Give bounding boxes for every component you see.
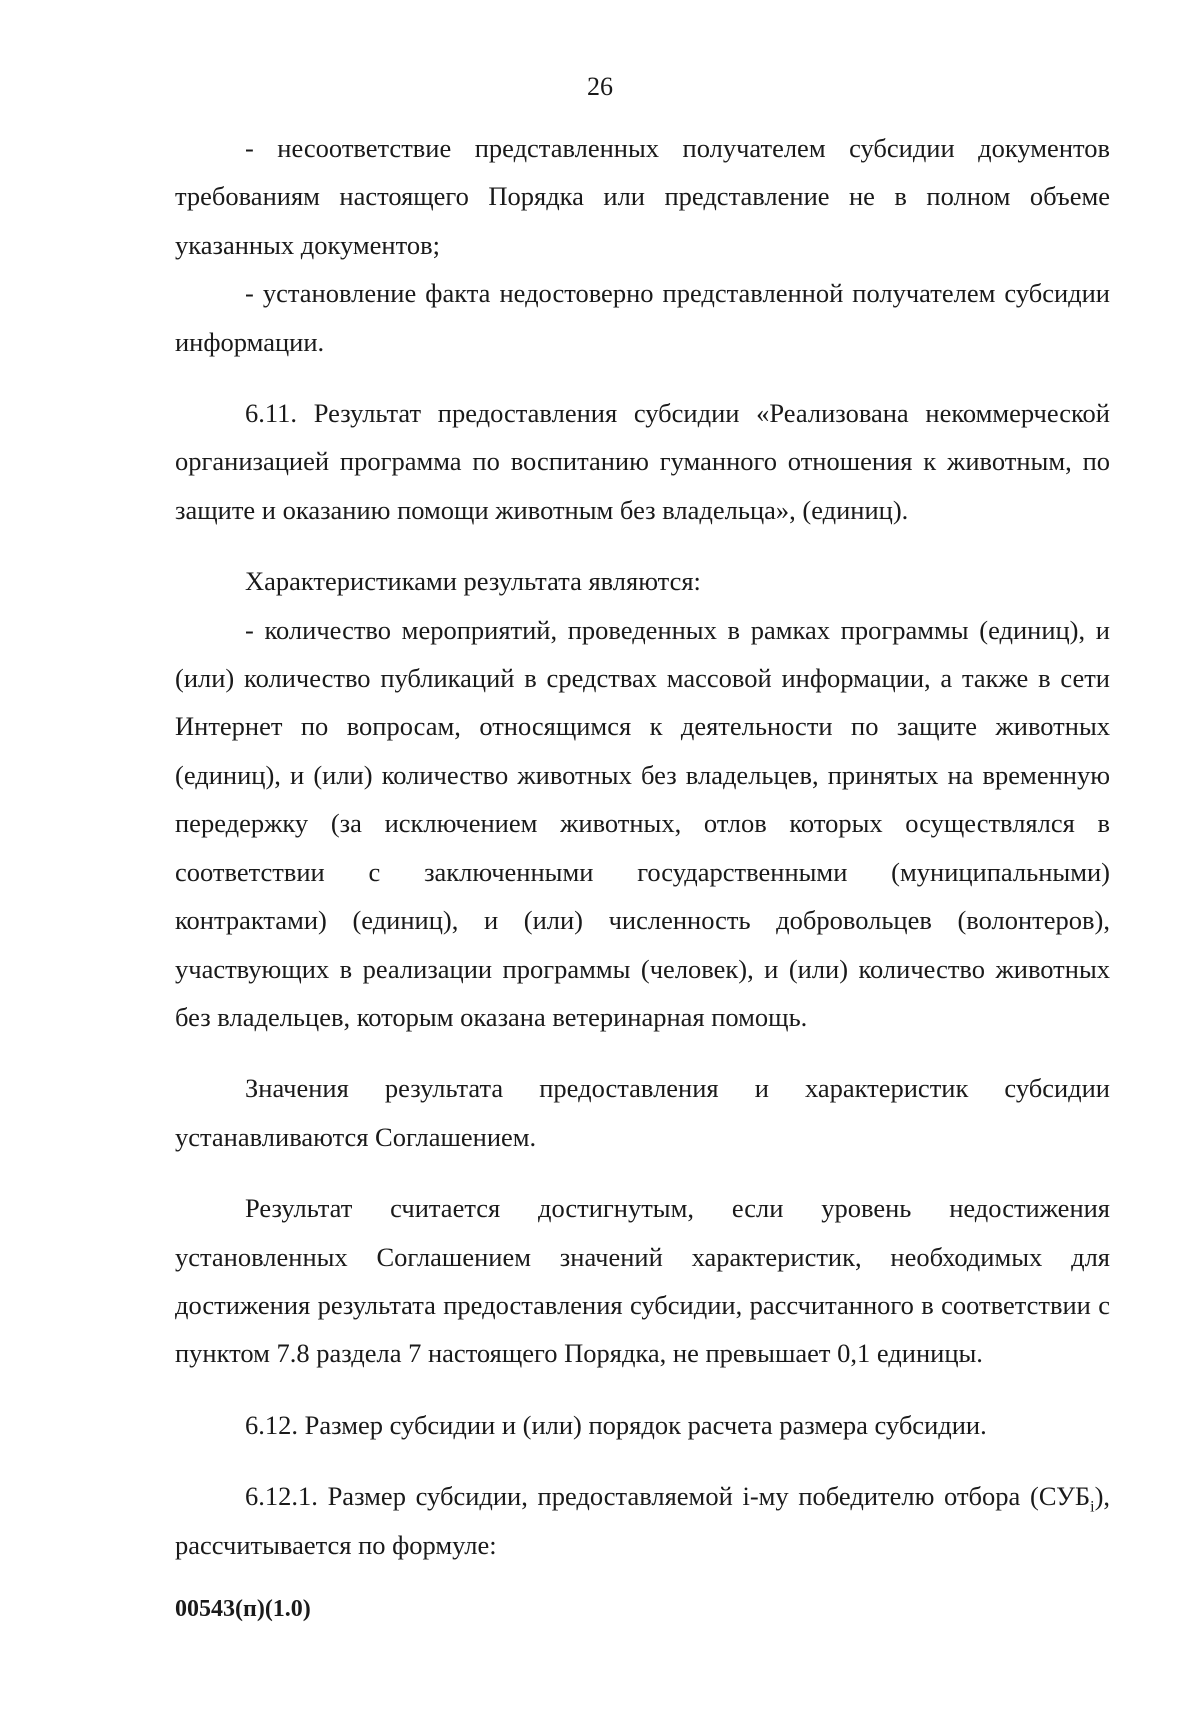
document-body: [175, 124, 1110, 1569]
page-number: 26: [587, 72, 613, 101]
paragraph-characteristics-list: - количество мероприятий, проведенных в рамках программы (единиц), и (или) количество публикаций в средствах массовой информации, а также в сети Интернет по вопросам, относящимся к деятельности по защите животных (единиц), и (или) количество животных без владельцев, принятых на временную передержку (за исключением животных, отлов которых осуществлялся в соответствии с заключенными государственными (муниципальными) контрактами) (единиц), и (или) численность добровольцев (волонтеров), участвующих в реализации программы (человек), и (или) количество животных без владельцев, которым оказана ветеринарная помощь.: [175, 614, 1110, 1032]
paragraph-6-11: 6.11. Результат предоставления субсидии «Реализована некоммерческой организацией программа по воспитанию гуманного отношения к животным, по защите и оказанию помощи животным без владельца», (единиц).: [175, 398, 1110, 525]
paragraph-noncompliance: - несоответствие представленных получателем субсидии документов требованиям настоящего Порядка или представление не в полном объеме указанных документов;: [175, 133, 1110, 260]
paragraph-6-12-1-text: 6.12.1. Размер субсидии, предоставляемой i-му победителю отбора: [245, 1481, 1021, 1512]
paragraph-6-12: 6.12. Размер субсидии и (или) порядок расчета размера субсидии.: [245, 1409, 987, 1440]
formula-subscript: i: [1090, 1498, 1095, 1516]
formula-prefix: (: [1030, 1481, 1039, 1512]
paragraph-values: Значения результата предоставления и характеристик субсидии устанавливаются Соглашением.: [175, 1073, 1110, 1152]
paragraph-result-achieved: Результат считается достигнутым, если уровень недостижения установленных Соглашением значений характеристик, необходимых для достижения результата предоставления субсидии, рассчитанного в соответствии с пунктом 7.8 раздела 7 настоящего Порядка, не превышает 0,1 единицы.: [175, 1193, 1110, 1369]
paragraph-false-info: - установление факта недостоверно представленной получателем субсидии информации.: [175, 278, 1110, 357]
formula-suffix: ), рассчитывается по формуле:: [175, 1481, 1111, 1560]
formula-symbol: СУБ: [1038, 1481, 1091, 1512]
paragraph-characteristics-heading: Характеристиками результата являются:: [245, 566, 701, 597]
footer-document-code: 00543(п)(1.0): [175, 1596, 311, 1622]
paragraph-6-12-1: [175, 1472, 1110, 1569]
